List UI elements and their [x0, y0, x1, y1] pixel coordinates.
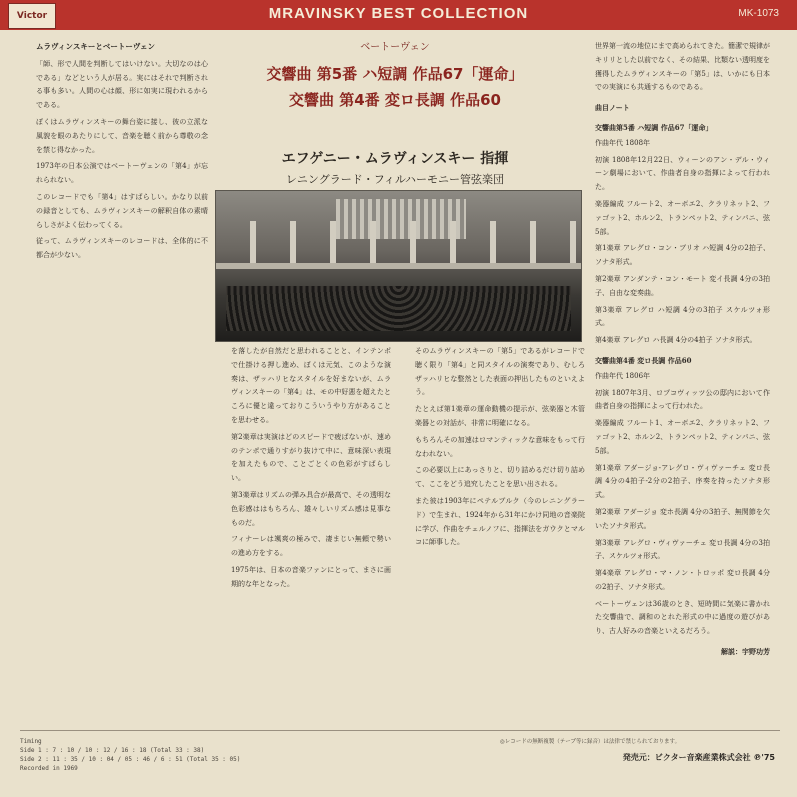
- notes-line: 第2楽章 アンダンテ・コン・モート 変イ長調 4分の3拍子、自由な変奏曲。: [595, 274, 770, 297]
- timing-label: Timing: [20, 738, 42, 745]
- notes-line: 初演 1807年3月、ロプコヴィッツ公の邸内において作曲者自身の指揮によって行われた。: [595, 388, 770, 411]
- copyright-notice: ◎レコードの無断複製（テープ等に録音）は法律で禁じられております。: [500, 739, 681, 745]
- orchestra-photo: [215, 190, 582, 342]
- article-paragraph: 従って、ムラヴィンスキーのレコードは、全体的に不都合が少ない。: [36, 237, 208, 260]
- article-paragraph: もちろんその加速はロマンティックな意味をもって行なわれない。: [415, 435, 585, 458]
- article-column-2: [231, 345, 391, 595]
- hall-columns: [216, 221, 581, 269]
- article-paragraph: ぼくはムラヴィンスキーの舞台姿に接し、彼の立派な風貌を眼のあたりにして、音楽を聴く前から尊敬の念を禁じ得なかった。: [36, 117, 208, 154]
- article-paragraph: 1975年は、日本の音楽ファンにとって、まさに画期的な年となった。: [231, 565, 391, 588]
- article-paragraph: また彼は1903年にペテルブルク（今のレニングラード）で生まれ、1924年から31年にかけ同地の音楽院に学び、作曲をチェルノフに、指揮法をガウクとマルコに師事した。: [415, 496, 585, 547]
- notes-line: 作曲年代 1806年: [595, 371, 651, 380]
- notes-heading: 曲目ノート: [595, 103, 630, 113]
- orchestra-musicians: [226, 286, 571, 331]
- notes-line: 楽器編成 フルート1、オーボエ2、クラリネット2、ファゴット2、ホルン2、トランペット2、ティンパニ、弦5部。: [595, 419, 770, 455]
- orchestra: レニングラード・フィルハーモニー管弦楽団: [285, 173, 505, 186]
- article-paragraph: 「師、形で人間を判断してはいけない。大切なのは心である」などという人が居る。実にはそれで判断される事も多い。人間の心は顔、形に如実に現われるからである。: [36, 59, 208, 110]
- notes-credit: 解説：宇野功芳: [721, 647, 770, 657]
- article-heading: ムラヴィンスキーとベートーヴェン: [36, 42, 156, 51]
- timing-info: [20, 737, 240, 773]
- conductor: エフゲニー・ムラヴィンスキー 指揮: [281, 151, 509, 167]
- notes-work5-title: 交響曲第5番 ハ短調 作品67「運命」: [595, 122, 713, 132]
- article-paragraph: フィナーレは颯爽の極みで、凄まじい無頼で勢いの進め方をする。: [231, 535, 391, 558]
- article-paragraph: たとえば第1楽章の運命動機の提示が、弦楽器と木管楽器との対話が、非常に明確になる。: [415, 405, 585, 427]
- notes-outro: ベートーヴェンは36歳のとき、短時間に気楽に書かれた交響曲で、調和のとれた形式の中に過度の遊びがあり、古人好みの音楽といえるだろう。: [595, 599, 770, 636]
- work-title-4: 交響曲 第4番 変ロ長調 作品60: [289, 91, 501, 109]
- notes-line: 第1楽章 アダージョ-アレグロ・ヴィヴァーチェ 変ロ長調 4分の4拍子-2分の2拍子、序奏を持ったソナタ形式。: [595, 463, 770, 500]
- label-logo: Victor: [8, 3, 56, 29]
- notes-line: 第1楽章 アレグロ・コン・ブリオ ハ短調 4分の2拍子、ソナタ形式。: [595, 244, 770, 267]
- article-paragraph: 1973年の日本公演ではベートーヴェンの「第4」が忘れられない。: [36, 162, 208, 185]
- footer-divider: [20, 730, 780, 731]
- notes-intro: 世界第一流の地位にまで高められてきた。簡潔で規律がキリリとした以前でなく、その結果、比類ない透明度を獲得したムラヴィンスキーの「第5」は、いかにも日本での実演にも共通するものである。: [595, 42, 770, 92]
- article-paragraph: このレコードでも「第4」はすばらしい。かなり以前の録音としても、ムラヴィンスキーの解釈自体の素晴らしさがよく伝わってくる。: [36, 192, 208, 229]
- article-paragraph: 第2楽章は実演はどのスピードで疲ばないが、速めのテンポで通りすがり抜けて中に、意味深い表現を加えたもので、ことごとくの色彩がすばらしい。: [231, 432, 391, 483]
- timing-side-1: Side 1 : 7 : 10 / 10 : 12 / 16 : 18 (Total 33 : 38): [20, 747, 205, 754]
- article-paragraph: を落したが自然だと思われることと、インテンポで仕掛ける押し進め、ぼくは元気、このような演奏は、ザッハリヒなスタイルを好まないが、ムラヴィンスキーの「第4」は、モの中好悪を超えたところに優と違っておりこういうやり方があることを思わせる。: [231, 347, 391, 424]
- article-column-1: [36, 40, 208, 266]
- notes-line: 初演 1808年12月22日、ウィーンのアン・デル・ウィーン劇場において、作曲者自身の指揮によって行われた。: [595, 155, 770, 192]
- article-column-3: [415, 345, 585, 553]
- notes-line: 第3楽章 アレグロ ハ短調 4分の3拍子 スケルツォ形式。: [595, 305, 770, 328]
- notes-work4-title: 交響曲第4番 変ロ長調 作品60: [595, 355, 692, 365]
- notes-work5-details: [595, 137, 770, 348]
- work-title-5: 交響曲 第5番 ハ短調 作品67「運命」: [266, 65, 524, 83]
- notes-line: 第4楽章 アレグロ ハ長調 4分の4拍子 ソナタ形式。: [595, 336, 757, 345]
- notes-line: 第3楽章 アレグロ・ヴィヴァーチェ 変ロ長調 4分の3拍子、スケルツォ形式。: [595, 538, 770, 561]
- notes-column: [595, 40, 770, 659]
- recorded-year: Recorded in 1969: [20, 765, 78, 772]
- notes-line: 第4楽章 アレグロ・マ・ノン・トロッポ 変ロ長調 4分の2拍子、ソナタ形式。: [595, 569, 770, 591]
- performer-block: [215, 148, 575, 187]
- series-title: MRAVINSKY BEST COLLECTION: [268, 5, 529, 22]
- hall-balcony: [216, 263, 581, 269]
- article-paragraph: この必要以上にあっさりと、切り詰めるだけ切り詰めて、ここをどう追究したことを思い出される。: [415, 466, 585, 489]
- header-bar: [0, 0, 797, 30]
- catalog-number: MK-1073: [738, 8, 779, 19]
- publisher: 発売元：ビクター音楽産業株式会社 ℗'75: [622, 753, 775, 762]
- title-block: [215, 38, 575, 113]
- article-paragraph: 第3楽章はリズムの弾み具合が最高で、その透明な色彩感ははもちろん、雄々しいリズム感は見事なものだ。: [231, 490, 391, 527]
- notes-line: 作曲年代 1808年: [595, 138, 651, 147]
- timing-side-2: Side 2 : 11 : 35 / 10 : 04 / 05 : 46 / 6 : 51 (Total 35 : 05): [20, 756, 241, 763]
- notes-work4-details: [595, 370, 770, 595]
- notes-line: 楽器編成 フルート2、オーボエ2、クラリネット2、ファゴット2、ホルン2、トランペット2、ティンパニ、弦5部。: [595, 199, 770, 236]
- composer: ベートーヴェン: [360, 42, 430, 53]
- article-paragraph: そのムラヴィンスキーの「第5」であるがレコードで聴く限り「第4」と同スタイルの演奏であり、むしろザッハリヒな整然とした表面の押出したものといえよう。: [415, 347, 585, 397]
- notes-line: 第2楽章 アダージョ 変ホ長調 4分の3拍子、無関節を欠いたソナタ形式。: [595, 507, 770, 530]
